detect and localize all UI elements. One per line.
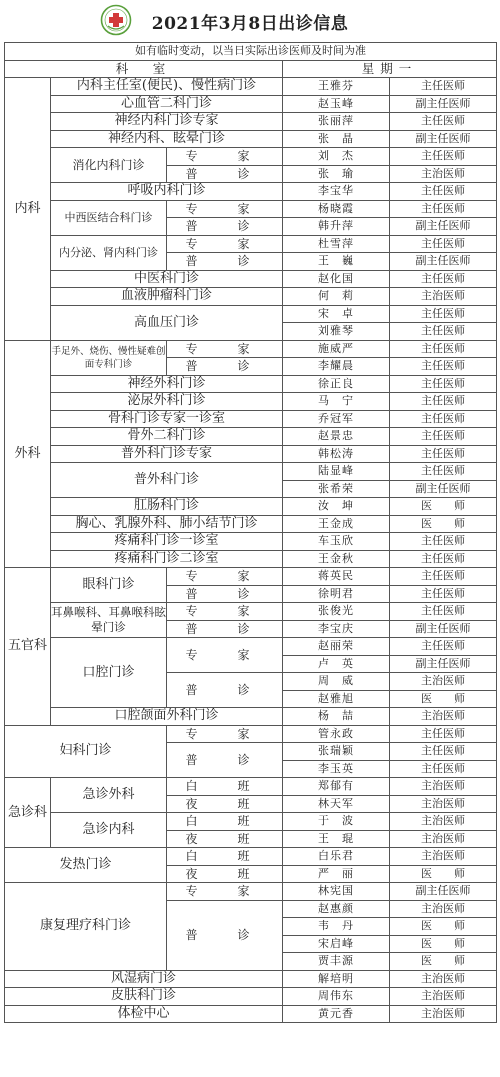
clinic-type: 普 诊	[167, 743, 283, 778]
doctor-title: 主任医师	[390, 148, 497, 166]
doctor-title: 医 师	[390, 498, 497, 516]
doctor-name: 李耀晨	[283, 358, 390, 376]
doctor-title: 医 师	[390, 918, 497, 936]
notice-text: 如有临时变动，以当日实际出诊医师及时间为准	[5, 43, 497, 61]
doctor-name: 赵化国	[283, 270, 390, 288]
clinic-type: 普 诊	[167, 900, 283, 970]
dept-cell: 泌尿外科门诊	[51, 393, 283, 411]
doctor-title: 主任医师	[390, 183, 497, 201]
doctor-name: 李宝庆	[283, 620, 390, 638]
category-cell: 内科	[5, 78, 51, 341]
day-column-header: 星期一	[283, 60, 497, 78]
category-cell: 皮肤科门诊	[5, 988, 283, 1006]
doctor-name: 李宝华	[283, 183, 390, 201]
doctor-title: 主治医师	[390, 900, 497, 918]
dept-cell: 神经内科门诊专家	[51, 113, 283, 131]
doctor-name: 周伟东	[283, 988, 390, 1006]
doctor-title: 主任医师	[390, 533, 497, 551]
clinic-type: 白 班	[167, 848, 283, 866]
doctor-name: 张丽萍	[283, 113, 390, 131]
clinic-type: 专 家	[167, 725, 283, 743]
dept-cell: 内分泌、肾内科门诊	[51, 235, 167, 270]
doctor-title: 主治医师	[390, 988, 497, 1006]
clinic-type: 夜 班	[167, 795, 283, 813]
category-cell: 发热门诊	[5, 848, 167, 883]
doctor-name: 马 宁	[283, 393, 390, 411]
schedule-table	[4, 42, 497, 1023]
doctor-title: 主治医师	[390, 970, 497, 988]
doctor-title: 主任医师	[390, 603, 497, 621]
doctor-name: 郑郁有	[283, 778, 390, 796]
doctor-title: 主任医师	[390, 235, 497, 253]
doctor-name: 黄元香	[283, 1005, 390, 1023]
category-cell: 风湿病门诊	[5, 970, 283, 988]
doctor-name: 刘雅琴	[283, 323, 390, 341]
doctor-name: 乔冠军	[283, 410, 390, 428]
doctor-title: 主任医师	[390, 200, 497, 218]
doctor-name: 李玉英	[283, 760, 390, 778]
clinic-type: 夜 班	[167, 865, 283, 883]
doctor-title: 医 师	[390, 865, 497, 883]
dept-cell: 内科主任室(便民)、慢性病门诊	[51, 78, 283, 96]
doctor-name: 白乐君	[283, 848, 390, 866]
doctor-title: 主治医师	[390, 708, 497, 726]
doctor-title: 主治医师	[390, 1005, 497, 1023]
doctor-name: 卢 英	[283, 655, 390, 673]
dept-cell: 中医科门诊	[51, 270, 283, 288]
clinic-type: 普 诊	[167, 585, 283, 603]
doctor-name: 王金成	[283, 515, 390, 533]
clinic-type: 普 诊	[167, 673, 283, 708]
dept-cell: 耳鼻喉科、耳鼻喉科眩晕门诊	[51, 603, 167, 638]
doctor-title: 主任医师	[390, 340, 497, 358]
doctor-name: 张 瑜	[283, 165, 390, 183]
dept-cell: 肛肠科门诊	[51, 498, 283, 516]
clinic-type: 专 家	[167, 235, 283, 253]
category-cell: 体检中心	[5, 1005, 283, 1023]
clinic-type: 专 家	[167, 568, 283, 586]
doctor-name: 韩松涛	[283, 445, 390, 463]
doctor-title: 主任医师	[390, 760, 497, 778]
clinic-type: 专 家	[167, 148, 283, 166]
clinic-type: 专 家	[167, 200, 283, 218]
dept-cell: 普外科门诊专家	[51, 445, 283, 463]
clinic-type: 专 家	[167, 603, 283, 621]
doctor-name: 杨 喆	[283, 708, 390, 726]
dept-column-header: 科 室	[5, 60, 283, 78]
dept-cell: 急诊外科	[51, 778, 167, 813]
doctor-name: 韦 丹	[283, 918, 390, 936]
category-cell: 康复理疗科门诊	[5, 883, 167, 971]
dept-cell: 疼痛科门诊二诊室	[51, 550, 283, 568]
doctor-title: 主任医师	[390, 358, 497, 376]
dept-cell: 骨科门诊专家一诊室	[51, 410, 283, 428]
doctor-title: 主治医师	[390, 848, 497, 866]
doctor-name: 管永政	[283, 725, 390, 743]
doctor-title: 医 师	[390, 515, 497, 533]
doctor-title: 主任医师	[390, 445, 497, 463]
doctor-title: 副主任医师	[390, 620, 497, 638]
doctor-name: 严 丽	[283, 865, 390, 883]
dept-cell: 胸心、乳腺外科、肺小结节门诊	[51, 515, 283, 533]
doctor-name: 韩升萍	[283, 218, 390, 236]
doctor-name: 赵雅旭	[283, 690, 390, 708]
doctor-title: 主任医师	[390, 463, 497, 481]
doctor-name: 周 威	[283, 673, 390, 691]
doctor-name: 王 琨	[283, 830, 390, 848]
doctor-title: 医 师	[390, 953, 497, 971]
doctor-name: 王雅芬	[283, 78, 390, 96]
doctor-title: 主任医师	[390, 393, 497, 411]
doctor-title: 主任医师	[390, 305, 497, 323]
clinic-type: 专 家	[167, 638, 283, 673]
clinic-type: 普 诊	[167, 165, 283, 183]
header-bar	[0, 0, 500, 42]
doctor-title: 副主任医师	[390, 95, 497, 113]
dept-cell: 神经内科、眩晕门诊	[51, 130, 283, 148]
doctor-name: 于 波	[283, 813, 390, 831]
doctor-name: 杨晓霞	[283, 200, 390, 218]
doctor-name: 张 晶	[283, 130, 390, 148]
dept-cell: 疼痛科门诊一诊室	[51, 533, 283, 551]
category-cell: 五官科	[5, 568, 51, 726]
dept-cell: 急诊内科	[51, 813, 167, 848]
doctor-name: 宋 卓	[283, 305, 390, 323]
clinic-type: 白 班	[167, 813, 283, 831]
dept-cell: 口腔门诊	[51, 638, 167, 708]
doctor-title: 副主任医师	[390, 218, 497, 236]
clinic-type: 普 诊	[167, 218, 283, 236]
doctor-title: 主治医师	[390, 288, 497, 306]
doctor-name: 车玉欣	[283, 533, 390, 551]
doctor-title: 主任医师	[390, 428, 497, 446]
doctor-name: 徐正良	[283, 375, 390, 393]
doctor-title: 主治医师	[390, 778, 497, 796]
doctor-title: 医 师	[390, 935, 497, 953]
doctor-name: 杜雪萍	[283, 235, 390, 253]
dept-cell: 消化内科门诊	[51, 148, 167, 183]
dept-cell: 高血压门诊	[51, 305, 283, 340]
clinic-type: 专 家	[167, 883, 283, 901]
doctor-title: 副主任医师	[390, 480, 497, 498]
clinic-type: 专 家	[167, 340, 283, 358]
category-cell: 外科	[5, 340, 51, 568]
clinic-type: 普 诊	[167, 620, 283, 638]
doctor-name: 宋启峰	[283, 935, 390, 953]
dept-cell: 中西医结合科门诊	[51, 200, 167, 235]
doctor-title: 主任医师	[390, 113, 497, 131]
clinic-type: 普 诊	[167, 253, 283, 271]
doctor-name: 张俊光	[283, 603, 390, 621]
dept-cell: 口腔颌面外科门诊	[51, 708, 283, 726]
doctor-title: 副主任医师	[390, 253, 497, 271]
doctor-title: 主任医师	[390, 323, 497, 341]
doctor-title: 主任医师	[390, 638, 497, 656]
doctor-name: 赵惠颜	[283, 900, 390, 918]
doctor-name: 林天军	[283, 795, 390, 813]
clinic-type: 夜 班	[167, 830, 283, 848]
dept-cell: 手足外、烧伤、慢性疑难创面专科门诊	[51, 340, 167, 375]
doctor-title: 主任医师	[390, 743, 497, 761]
doctor-title: 主任医师	[390, 585, 497, 603]
doctor-title: 主任医师	[390, 78, 497, 96]
doctor-name: 何 莉	[283, 288, 390, 306]
doctor-name: 赵丽荣	[283, 638, 390, 656]
doctor-title: 主治医师	[390, 165, 497, 183]
doctor-name: 刘 杰	[283, 148, 390, 166]
doctor-title: 副主任医师	[390, 655, 497, 673]
doctor-name: 蒋英民	[283, 568, 390, 586]
category-cell: 妇科门诊	[5, 725, 167, 778]
dept-cell: 普外科门诊	[51, 463, 283, 498]
doctor-name: 施威严	[283, 340, 390, 358]
doctor-title: 主任医师	[390, 725, 497, 743]
doctor-title: 主治医师	[390, 813, 497, 831]
dept-cell: 心血管二科门诊	[51, 95, 283, 113]
doctor-title: 主治医师	[390, 830, 497, 848]
doctor-name: 汝 坤	[283, 498, 390, 516]
doctor-title: 主任医师	[390, 270, 497, 288]
clinic-type: 白 班	[167, 778, 283, 796]
doctor-title: 主任医师	[390, 550, 497, 568]
doctor-title: 主治医师	[390, 795, 497, 813]
doctor-title: 主任医师	[390, 410, 497, 428]
doctor-name: 张希荣	[283, 480, 390, 498]
doctor-title: 医 师	[390, 690, 497, 708]
category-cell: 急诊科	[5, 778, 51, 848]
doctor-name: 赵景忠	[283, 428, 390, 446]
doctor-name: 贾丰源	[283, 953, 390, 971]
dept-cell: 神经外科门诊	[51, 375, 283, 393]
dept-cell: 血液肿瘤科门诊	[51, 288, 283, 306]
doctor-name: 赵玉峰	[283, 95, 390, 113]
clinic-type: 普 诊	[167, 358, 283, 376]
doctor-name: 王金秋	[283, 550, 390, 568]
doctor-name: 张瑞颖	[283, 743, 390, 761]
doctor-title: 主治医师	[390, 673, 497, 691]
dept-cell: 呼吸内科门诊	[51, 183, 283, 201]
doctor-title: 副主任医师	[390, 883, 497, 901]
doctor-title: 主任医师	[390, 568, 497, 586]
doctor-name: 徐明君	[283, 585, 390, 603]
dept-cell: 骨外二科门诊	[51, 428, 283, 446]
doctor-name: 陆显峰	[283, 463, 390, 481]
doctor-title: 主任医师	[390, 375, 497, 393]
doctor-name: 解培明	[283, 970, 390, 988]
doctor-title: 副主任医师	[390, 130, 497, 148]
doctor-name: 王 巍	[283, 253, 390, 271]
page-title: 2021年3月8日出诊信息	[151, 14, 349, 34]
doctor-name: 林宪国	[283, 883, 390, 901]
dept-cell: 眼科门诊	[51, 568, 167, 603]
